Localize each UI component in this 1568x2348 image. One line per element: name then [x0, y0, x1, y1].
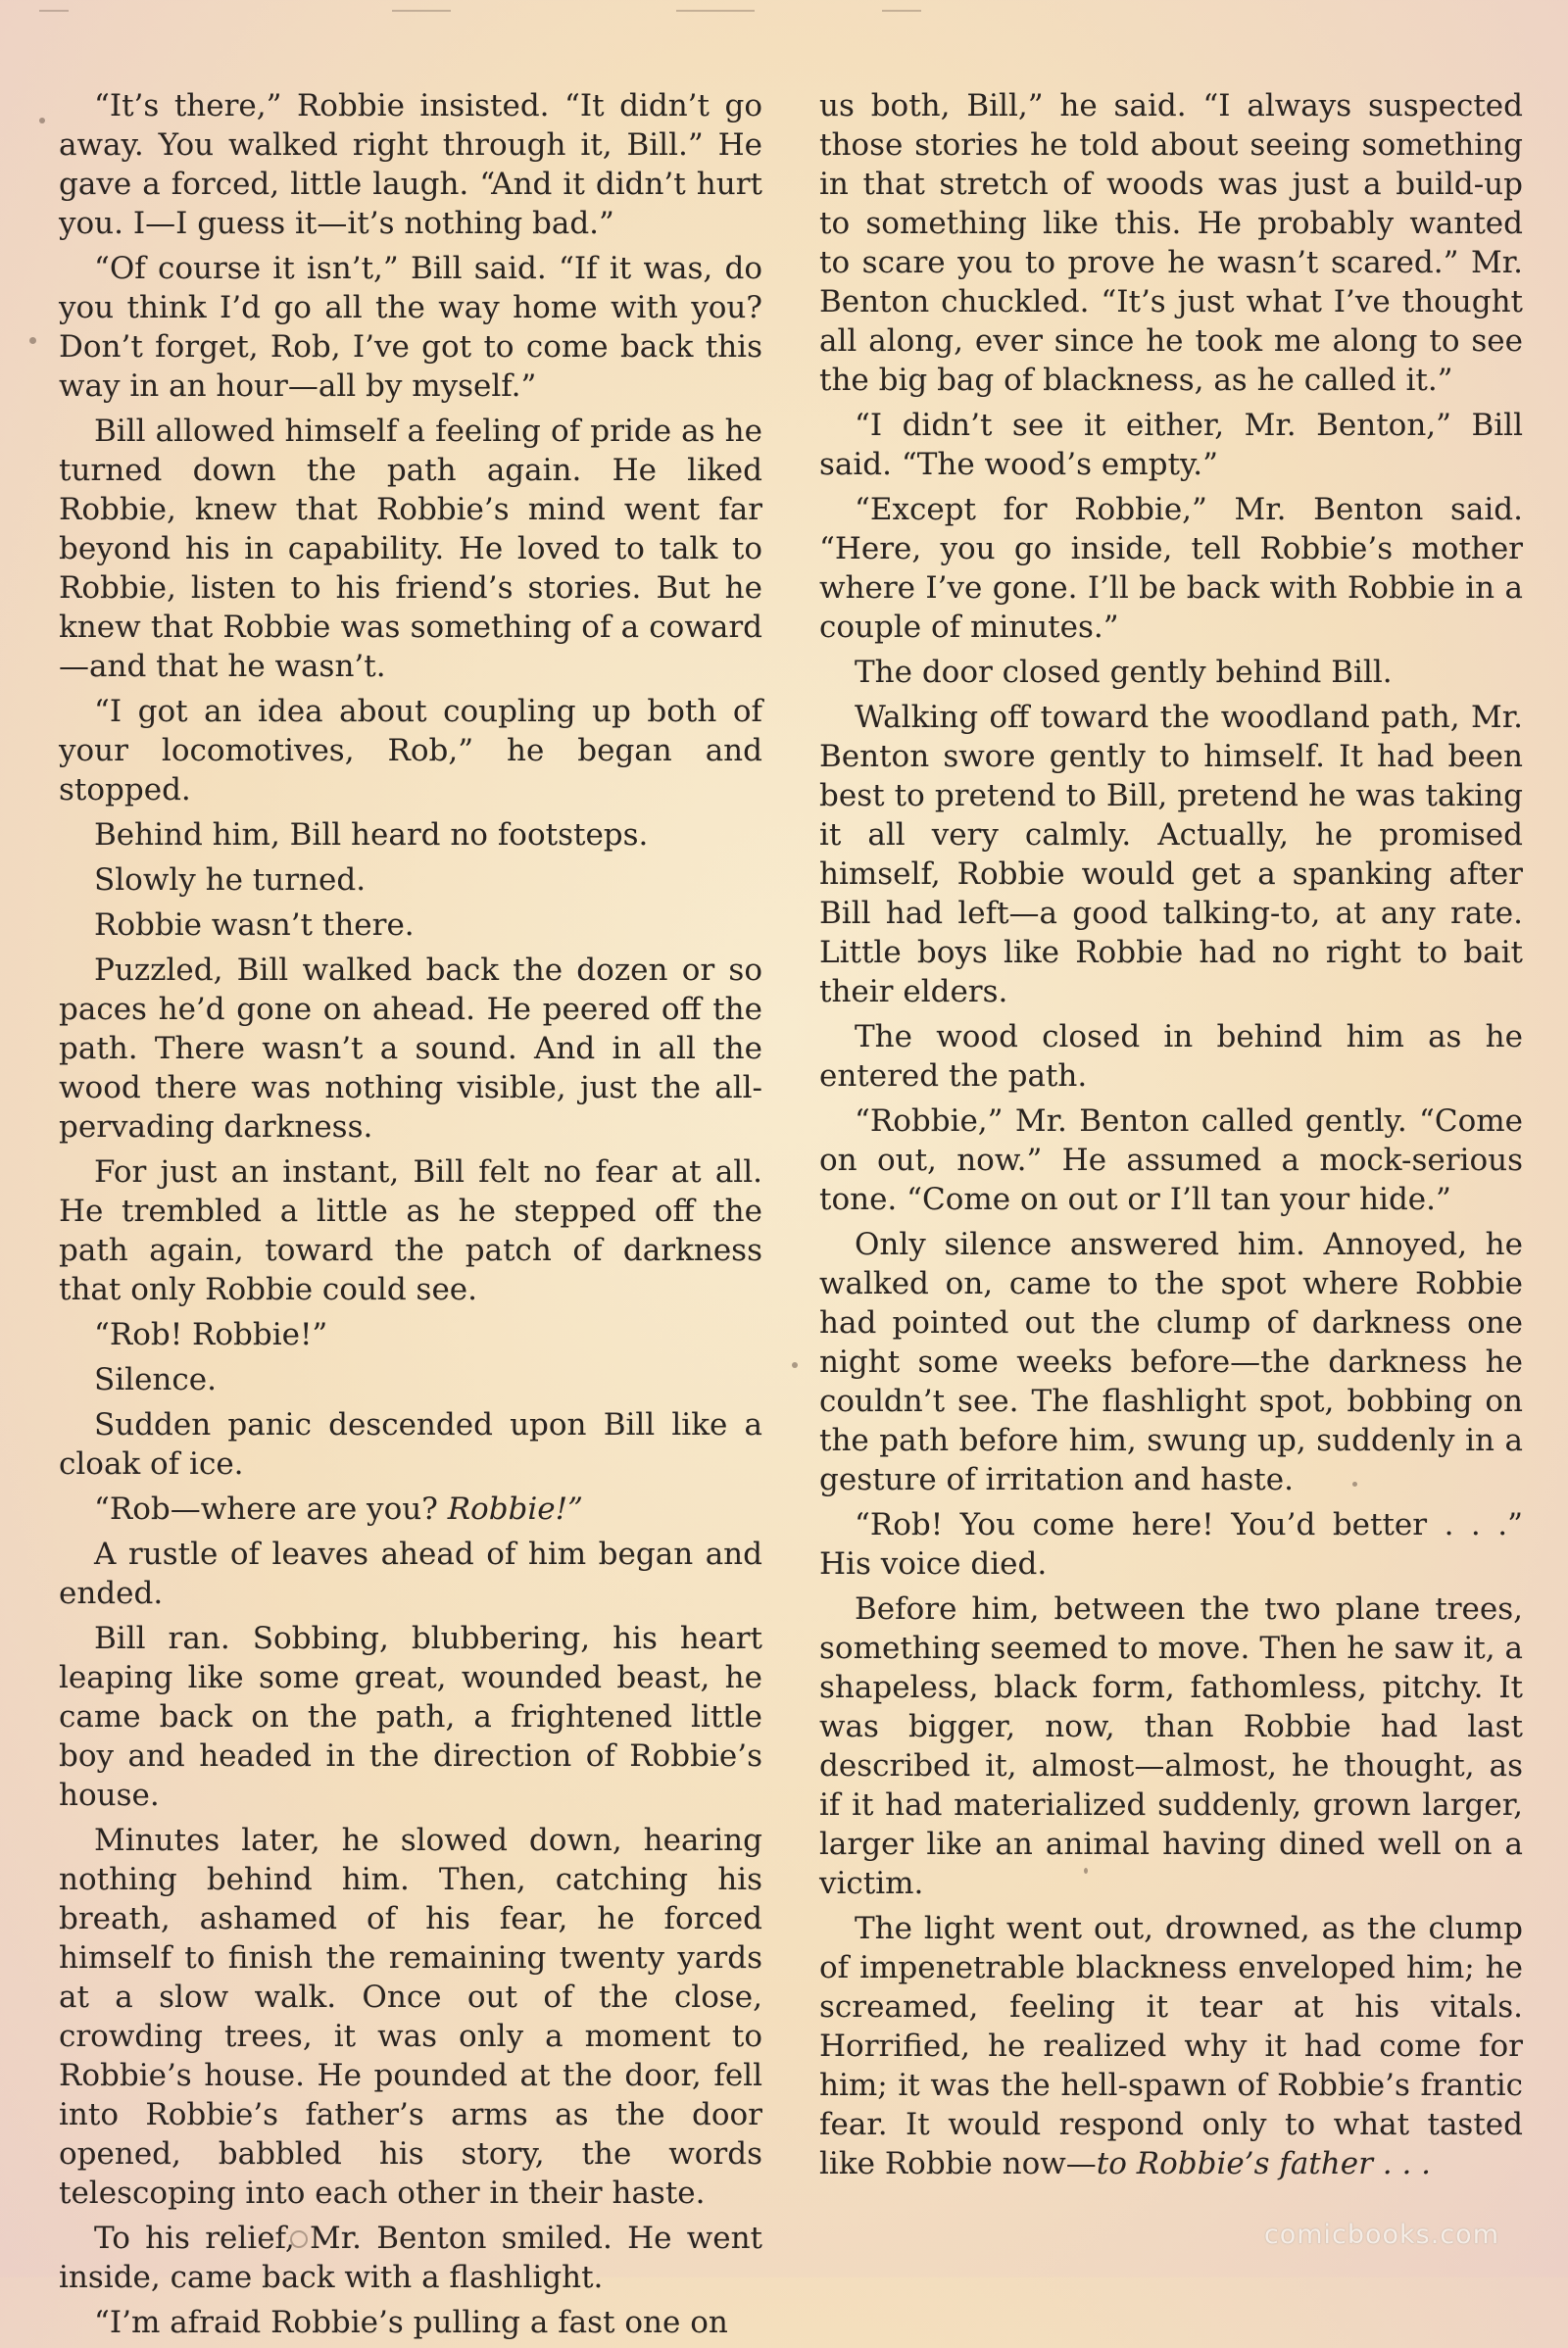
right-text-column	[819, 86, 1523, 2189]
paragraph-rob-call	[59, 1490, 762, 1529]
final-text: The light went out, drowned, as the clump of impenetrable blackness enveloped him; he screamed, feeling it tear at his vitals. Horrified, he realized why it had come for him; it was the hell-spawn of Robbie’s frantic fear. It would respond only to what tasted like Robbie now—	[819, 1911, 1523, 2181]
paragraph: Before him, between the two plane trees, something seemed to move. Then he saw it, a shapeless, black form, fathomless, pitchy. It was bigger, now, than Robbie had last described it, almost—almost, he thought, as if it had materialized suddenly, grown larger, larger like an animal having dined well on a victim.	[819, 1591, 1523, 1901]
paragraph: “I got an idea about coupling up both of your locomotives, Rob,” he began and stopped.	[59, 694, 762, 807]
final-italic: to Robbie’s father . . .	[1096, 2146, 1432, 2181]
paragraph: “Rob! You come here! You’d better . . .” His voice died.	[819, 1507, 1523, 1582]
paragraph: A rustle of leaves ahead of him began and ended.	[59, 1537, 762, 1611]
print-speck	[792, 1362, 798, 1368]
paragraph: Bill allowed himself a feeling of pride as he turned down the path again. He liked Robbie, knew that Robbie’s mind went far beyond his in capability. He loved to talk to Robbie, listen to his friend’s stories. But he knew that Robbie was something of a coward —and that he wasn’t.	[59, 414, 762, 684]
paragraph: To his relief, Mr. Benton smiled. He went inside, came back with a flashlight.	[59, 2221, 762, 2295]
paragraph: “Rob! Robbie!”	[94, 1317, 328, 1352]
paragraph: Puzzled, Bill walked back the dozen or so paces he’d gone on ahead. He peered off the path. There wasn’t a sound. And in all the wood there was nothing visible, just the all-pervading darkness.	[59, 953, 762, 1145]
paragraph: Minutes later, he slowed down, hearing nothing behind him. Then, catching his breath, ashamed of his fear, he forced himself to finish the remaining twenty yards at a slow walk. Once out of the close, crowding trees, it was only a moment to Robbie’s house. He pounded at the door, fell into Robbie’s father’s arms as the door opened, babbled his story, the words telescoping into each other in their haste.	[59, 1823, 762, 2211]
paragraph: Silence.	[94, 1362, 217, 1397]
paragraph: Robbie wasn’t there.	[94, 907, 415, 943]
paragraph-continued: us both, Bill,” he said. “I always suspected those stories he told about seeing something in that stretch of woods was just a build-up to something like this. He probably wanted to scare you to prove he wasn’t scared.” Mr. Benton chuckled. “It’s just what I’ve thought all along, ever since he took me along to see the big bag of blackness, as he called it.”	[819, 88, 1523, 398]
paragraph: “It’s there,” Robbie insisted. “It didn’t go away. You walked right through it, Bill.” He gave a forced, little laugh. “And it didn’t hurt you. I—I guess it—it’s nothing bad.”	[59, 88, 762, 241]
paragraph: “Of course it isn’t,” Bill said. “If it was, do you think I’d go all the way home with you? Don’t forget, Rob, I’ve got to come back this way in an hour—all by myself.”	[59, 251, 762, 404]
paragraph: “Except for Robbie,” Mr. Benton said. “Here, you go inside, tell Robbie’s mother where I’ve gone. I’ll be back with Robbie in a couple of minutes.”	[819, 492, 1523, 645]
left-text-column	[59, 86, 762, 2348]
print-scratch	[392, 10, 451, 12]
paragraph: “I didn’t see it either, Mr. Benton,” Bill said. “The wood’s empty.”	[819, 408, 1523, 482]
paragraph: Walking off toward the woodland path, Mr. Benton swore gently to himself. It had been best to pretend to Bill, pretend he was taking it all very calmly. Actually, he promised himself, Robbie would get a spanking after Bill had left—a good talking-to, at any rate. Little boys like Robbie had no right to bait their elders.	[819, 700, 1523, 1009]
print-scratch	[882, 10, 921, 12]
paragraph: The door closed gently behind Bill.	[855, 655, 1393, 690]
paragraph: For just an instant, Bill felt no fear at all. He trembled a little as he stepped off the path again, toward the patch of darkness that only Robbie could see.	[59, 1154, 762, 1307]
print-scratch	[676, 10, 755, 12]
print-speck	[290, 2230, 308, 2248]
print-speck	[1352, 1482, 1357, 1487]
print-speck	[39, 118, 45, 123]
paragraph: Only silence answered him. Annoyed, he walked on, came to the spot where Robbie had pointed out the clump of darkness one night some weeks before—the darkness he couldn’t see. The flashlight spot, bobbing on the path before him, swung up, suddenly in a gesture of irritation and haste.	[819, 1227, 1523, 1497]
paragraph: Bill ran. Sobbing, blubbering, his heart leaping like some great, wounded beast, he came back on the path, a frightened little boy and headed in the direction of Robbie’s house.	[59, 1621, 762, 1813]
paragraph-final	[819, 1909, 1523, 2183]
print-scratch	[39, 10, 69, 12]
watermark: comicbooks.com	[1263, 2220, 1499, 2250]
print-speck	[29, 337, 36, 344]
rob-call-italic: Robbie!”	[447, 1492, 583, 1527]
paragraph: Behind him, Bill heard no footsteps.	[94, 817, 649, 853]
paragraph: “Robbie,” Mr. Benton called gently. “Come on out, now.” He assumed a mock-serious tone. “Come on out or I’ll tan your hide.”	[819, 1103, 1523, 1217]
rob-call-text: “Rob—where are you?	[94, 1492, 448, 1527]
paragraph: Sudden panic descended upon Bill like a cloak of ice.	[59, 1407, 762, 1482]
paragraph: Slowly he turned.	[94, 862, 367, 898]
paragraph: “I’m afraid Robbie’s pulling a fast one on	[94, 2305, 728, 2340]
paragraph: The wood closed in behind him as he entered the path.	[819, 1019, 1523, 1094]
print-speck	[1084, 1868, 1088, 1874]
